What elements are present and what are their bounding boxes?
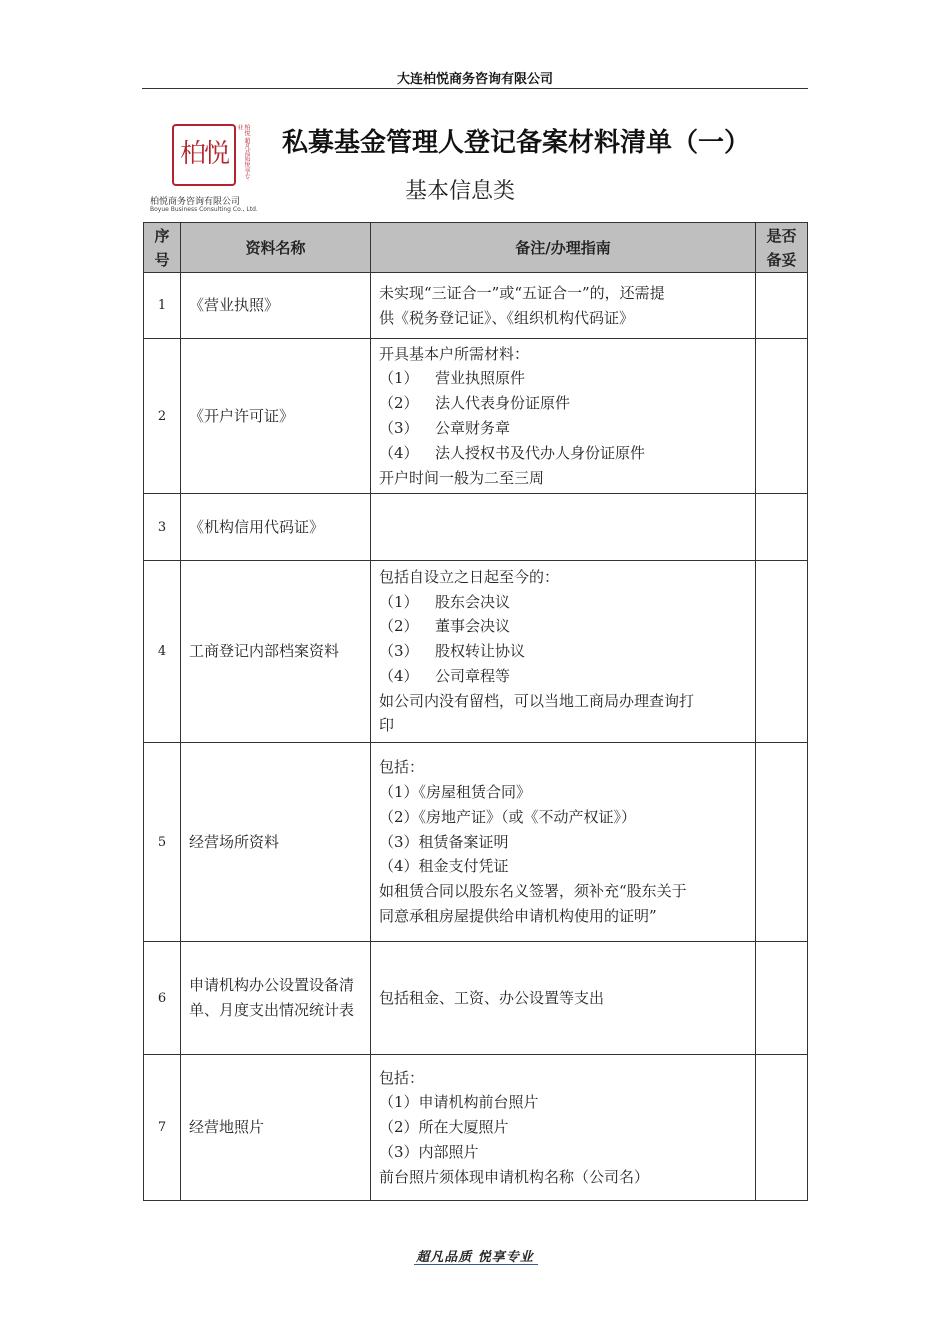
materials-table <box>143 222 808 1201</box>
material-note <box>371 561 756 743</box>
note-line: （2）《房地产证》（或《不动产权证》） <box>379 807 637 826</box>
material-note <box>371 339 756 494</box>
document-title: 私募基金管理人登记备案材料清单（一） <box>282 128 751 158</box>
header-ok: 是否 备妥 <box>756 223 808 273</box>
table-header-row <box>144 223 808 273</box>
table-row <box>144 339 808 494</box>
header-note: 备注/办理指南 <box>371 223 756 273</box>
note-line: （1） 营业执照原件 <box>379 369 526 388</box>
material-note <box>371 494 756 561</box>
note-line: （1）申请机构前台照片 <box>379 1093 539 1112</box>
ready-check-cell[interactable] <box>756 942 808 1055</box>
ready-check-cell[interactable] <box>756 273 808 339</box>
footer-rule <box>414 1264 538 1265</box>
row-number: 2 <box>144 339 181 494</box>
table-row <box>144 494 808 561</box>
material-note <box>371 743 756 942</box>
ready-check-cell[interactable] <box>756 561 808 743</box>
note-line: （1）《房屋租赁合同》 <box>379 783 532 801</box>
table-row <box>144 273 808 339</box>
table-row <box>144 1055 808 1201</box>
row-number: 3 <box>144 494 181 561</box>
ready-check-cell[interactable] <box>756 743 808 942</box>
header-no: 序 号 <box>144 223 181 273</box>
ready-check-cell[interactable] <box>756 494 808 561</box>
note-line: （3） 公章财务章 <box>379 419 511 437</box>
note-line: （4）租金支付凭证 <box>379 857 509 876</box>
note-line: 包括： <box>379 758 425 777</box>
logo-name-en: Boyue Business Consulting Co., Ltd. <box>150 206 258 213</box>
material-name: 工商登记内部档案资料 <box>181 561 371 743</box>
logo-name-cn: 柏悦商务咨询有限公司 <box>150 197 241 207</box>
note-line: 如租赁合同以股东名义签署，须补充“股东关于 <box>379 882 687 901</box>
note-line: 开具基本户所需材料： <box>379 344 530 363</box>
material-note <box>371 273 756 339</box>
note-line: （2） 董事会决议 <box>379 617 511 636</box>
table-row <box>144 561 808 743</box>
note-line: 开户时间一般为二至三周 <box>379 468 545 487</box>
row-number: 1 <box>144 273 181 339</box>
note-line: 供《税务登记证》、《组织机构代码证》 <box>379 308 635 327</box>
header-rule <box>142 88 808 89</box>
document-subtitle: 基本信息类 <box>405 179 516 204</box>
material-name: 《营业执照》 <box>181 273 371 339</box>
note-line: （2）所在大厦照片 <box>379 1118 509 1137</box>
note-line: 包括租金、工资、办公设置等支出 <box>379 988 605 1007</box>
row-number: 6 <box>144 942 181 1055</box>
table-row <box>144 743 808 942</box>
note-line: （3）租赁备案证明 <box>379 832 509 851</box>
row-number: 5 <box>144 743 181 942</box>
note-line: （2） 法人代表身份证原件 <box>379 394 571 413</box>
note-line: （1） 股东会决议 <box>379 592 511 611</box>
note-line: 包括自设立之日起至今的： <box>379 567 560 586</box>
table-row <box>144 942 808 1055</box>
note-line: 前台照片须体现申请机构名称（公司名） <box>379 1167 650 1186</box>
note-line: （3）内部照片 <box>379 1142 479 1161</box>
note-line: （3） 股权转让协议 <box>379 642 526 661</box>
note-line: （4） 公司章程等 <box>379 666 511 685</box>
material-name: 《机构信用代码证》 <box>181 494 371 561</box>
header-name: 资料名称 <box>181 223 371 273</box>
row-number: 4 <box>144 561 181 743</box>
note-line: 未实现“三证合一”或“五证合一”的，还需提 <box>379 283 665 302</box>
material-note <box>371 942 756 1055</box>
header-company: 大连柏悦商务咨询有限公司 <box>396 72 553 87</box>
material-name: 《开户许可证》 <box>181 339 371 494</box>
row-number: 7 <box>144 1055 181 1201</box>
ready-check-cell[interactable] <box>756 1055 808 1201</box>
logo-side-text: 柏悦 超凡品质悦享专业 <box>236 124 250 180</box>
company-logo <box>150 122 260 218</box>
note-line: 同意承租房屋提供给申请机构使用的证明” <box>379 906 657 925</box>
logo-seal: 柏悦 <box>172 124 236 186</box>
ready-check-cell[interactable] <box>756 339 808 494</box>
footer-slogan: 超凡品质 悦享专业 <box>416 1250 534 1265</box>
material-name: 申请机构办公设置设备清单、月度支出情况统计表 <box>181 942 371 1055</box>
note-line: （4） 法人授权书及代办人身份证原件 <box>379 443 646 462</box>
material-name: 经营场所资料 <box>181 743 371 942</box>
note-line: 印 <box>379 716 395 735</box>
note-line: 包括： <box>379 1068 425 1087</box>
note-line: 如公司内没有留档，可以当地工商局办理查询打 <box>379 691 695 710</box>
material-note <box>371 1055 756 1201</box>
material-name: 经营地照片 <box>181 1055 371 1201</box>
